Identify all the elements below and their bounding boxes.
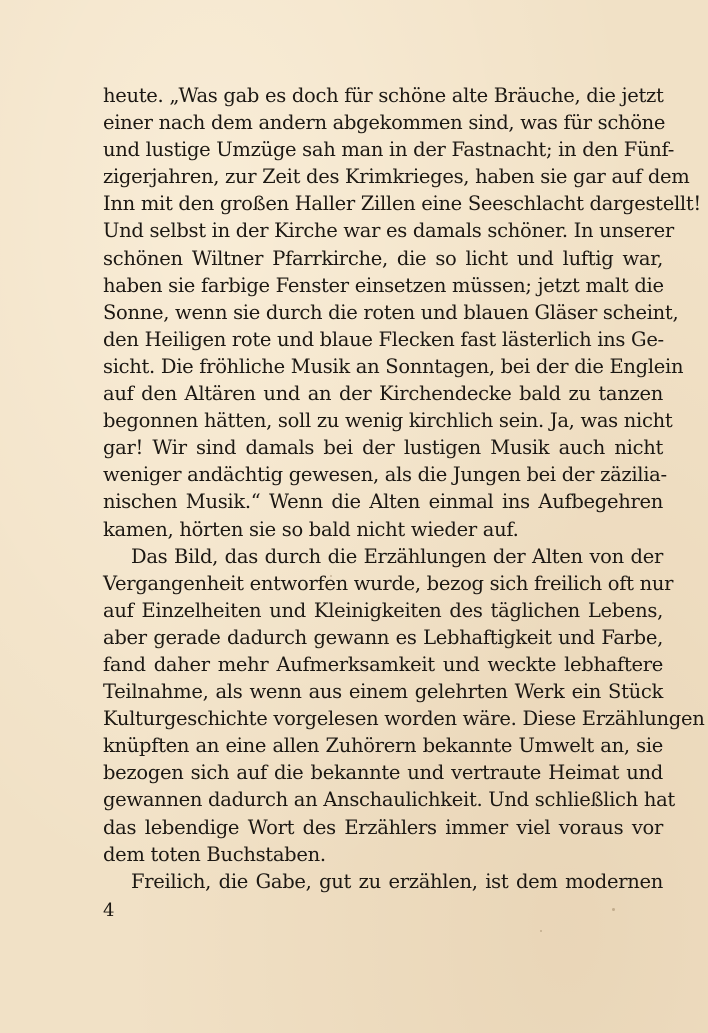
text-line-5: Inn mit den großen Haller Zillen eine Seeschlacht dargestellt! — [103, 192, 701, 216]
text-line-30: Freilich, die Gabe, gut zu erzählen, ist dem modernen — [131, 869, 663, 893]
text-line-25: knüpften an eine allen Zuhörern bekannte Umwelt an, sie — [103, 734, 663, 758]
text-line-27: gewannen dadurch an Anschaulichkeit. Und schließlich hat — [103, 788, 675, 812]
text-line-3: und lustige Umzüge sah man in der Fastnacht; in den Fünf- — [103, 138, 675, 162]
text-line-7: schönen Wiltner Pfarrkirche, die so licht und luftig war, — [103, 246, 663, 270]
text-line-28: das lebendige Wort des Erzählers immer viel voraus vor — [103, 815, 663, 839]
text-line-22: fand daher mehr Aufmerksamkeit und weckte lebhaftere — [103, 652, 663, 676]
text-line-15: weniger andächtig gewesen, als die Jungen bei der zäzilia- — [103, 463, 667, 487]
text-line-8: haben sie farbige Fenster einsetzen müssen; jetzt malt die — [103, 273, 664, 297]
text-line-2: einer nach dem andern abgekommen sind, was für schöne — [103, 111, 666, 135]
text-line-14: gar! Wir sind damals bei der lustigen Musik auch nicht — [103, 436, 663, 460]
text-line-11: sicht. Die fröhliche Musik an Sonntagen, bei der die Englein — [103, 354, 684, 378]
text-line-18: Das Bild, das durch die Erzählungen der Alten von der — [131, 544, 663, 568]
text-line-29: dem toten Buchstaben. — [103, 842, 326, 866]
text-line-23: Teilnahme, als wenn aus einem gelehrten Werk ein Stück — [103, 680, 663, 704]
text-line-21: aber gerade dadurch gewann es Lebhaftigkeit und Farbe, — [103, 625, 663, 649]
text-line-24: Kulturgeschichte vorgelesen worden wäre. Diese Erzählungen — [103, 707, 705, 731]
page-number: 4 — [103, 900, 115, 921]
text-line-10: den Heiligen rote und blaue Flecken fast lästerlich ins Ge- — [103, 327, 664, 351]
text-line-13: begonnen hätten, soll zu wenig kirchlich sein. Ja, was nicht — [103, 409, 673, 433]
paper-speck — [612, 908, 615, 911]
text-line-6: Und selbst in der Kirche war es damals schöner. In unserer — [103, 219, 674, 243]
text-line-19: Vergangenheit entworfen wurde, bezog sich freilich oft nur — [103, 571, 674, 595]
paper-speck — [330, 575, 332, 577]
paper-speck — [540, 930, 542, 932]
text-line-1: heute. „Was gab es doch für schöne alte Bräuche, die jetzt — [103, 84, 664, 107]
text-line-9: Sonne, wenn sie durch die roten und blauen Gläser scheint, — [103, 300, 679, 324]
text-line-12: auf den Altären und an der Kirchendecke bald zu tanzen — [103, 382, 663, 406]
text-line-26: bezogen sich auf die bekannte und vertraute Heimat und — [103, 761, 663, 785]
text-line-16: nischen Musik.“ Wenn die Alten einmal ins Aufbegehren — [103, 490, 663, 514]
body-text — [103, 82, 705, 895]
text-line-4: zigerjahren, zur Zeit des Krimkrieges, haben sie gar auf dem — [103, 165, 690, 189]
text-line-20: auf Einzelheiten und Kleinigkeiten des täglichen Lebens, — [103, 598, 663, 622]
text-line-17: kamen, hörten sie so bald nicht wieder auf. — [103, 517, 519, 541]
